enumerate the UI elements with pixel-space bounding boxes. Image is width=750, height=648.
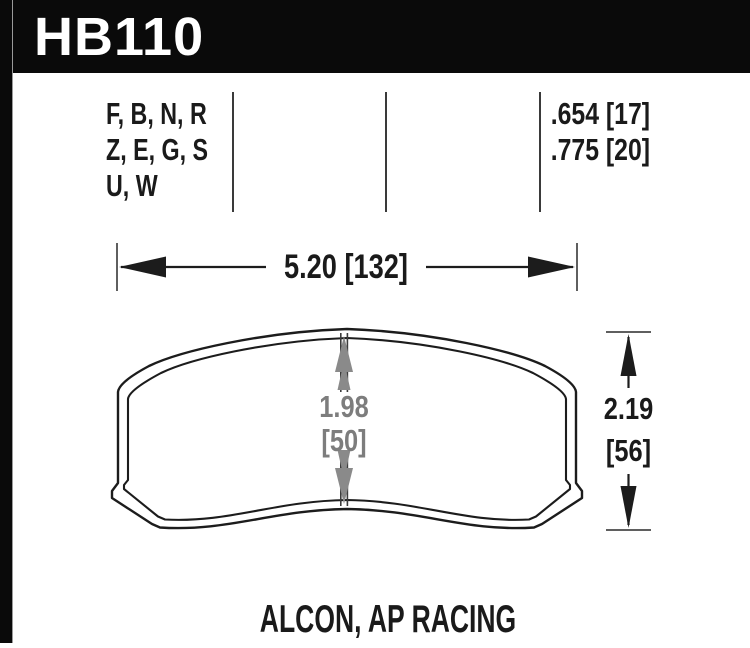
- arrow-right-icon: [528, 257, 575, 278]
- arrow-up-icon: [621, 334, 637, 376]
- width-dimension-label: 5.20 [132]: [266, 247, 426, 287]
- overall-height-mm: [56]: [605, 433, 652, 468]
- pad-thickness-row: .654 [17]: [550, 96, 650, 131]
- arrow-down-icon: [621, 486, 637, 528]
- compound-row: F, B, N, R: [106, 96, 207, 131]
- center-thickness-mm: [50]: [321, 423, 367, 458]
- pad-thickness-row: .775 [20]: [550, 132, 650, 167]
- part-number: HB110: [34, 7, 205, 67]
- center-thickness-inches: 1.98: [319, 389, 369, 424]
- applications-text: ALCON, AP RACING: [259, 598, 517, 641]
- arrow-left-icon: [119, 257, 166, 278]
- compound-row: Z, E, G, S: [106, 132, 209, 167]
- overall-height-label: [587, 388, 670, 472]
- overall-height-inches: 2.19: [603, 391, 654, 426]
- compound-row: U, W: [106, 168, 158, 203]
- center-thickness-label: [303, 390, 385, 458]
